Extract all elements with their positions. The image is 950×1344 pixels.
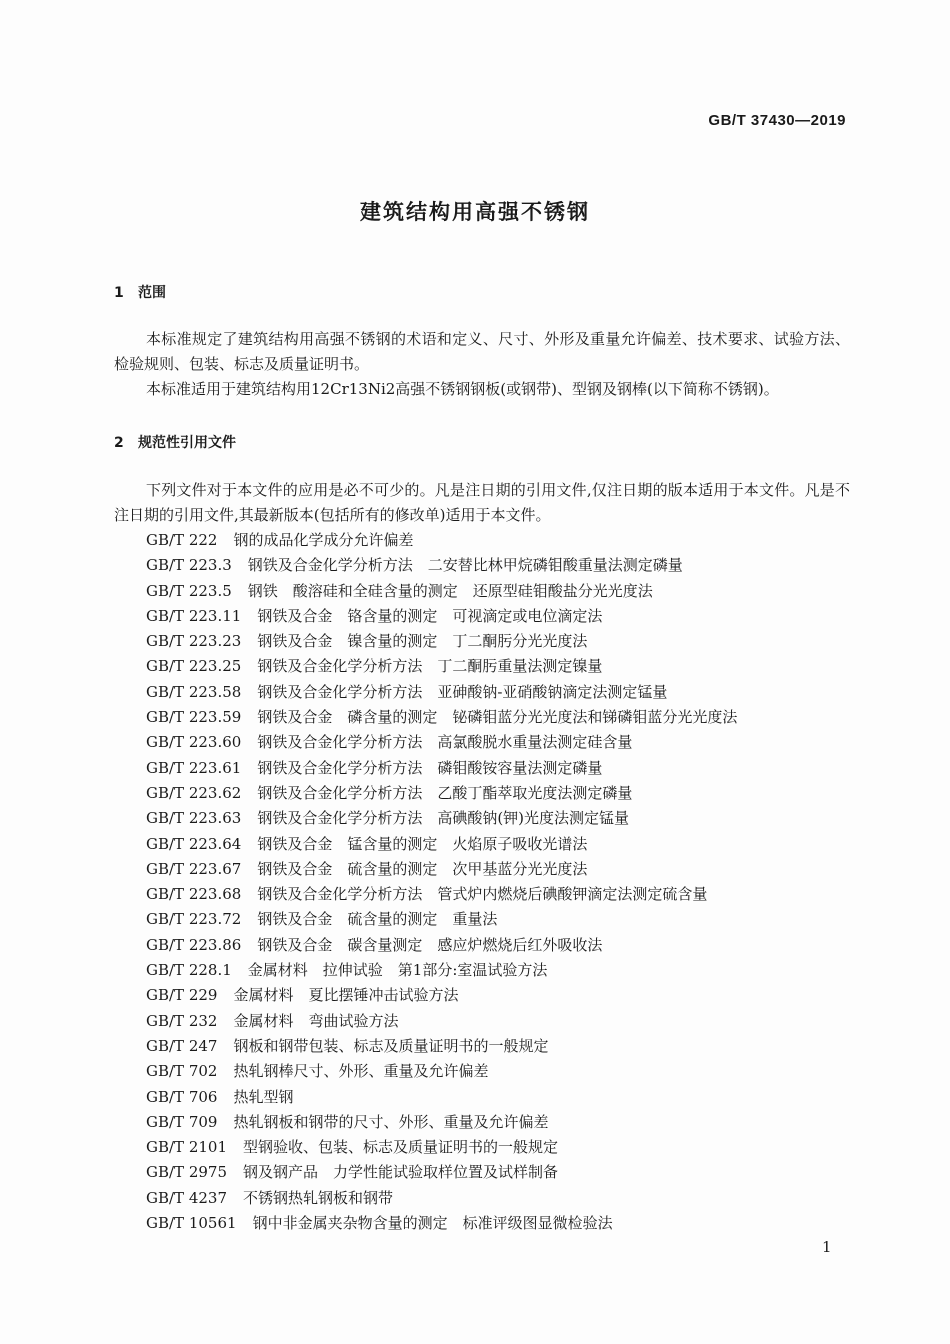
reference-item [146, 806, 866, 831]
reference-item [146, 983, 866, 1008]
reference-item [146, 832, 866, 857]
reference-item [146, 604, 866, 629]
reference-title: 钢铁及合金 锰含量的测定 火焰原子吸收光谱法 [257, 834, 588, 853]
reference-item [146, 958, 866, 983]
reference-code: GB/T 223.58 [146, 682, 242, 701]
reference-title: 钢铁及合金 镍含量的测定 丁二酮肟分光光度法 [257, 632, 588, 651]
reference-code: GB/T 223.60 [146, 733, 242, 752]
section-2-heading [114, 432, 236, 452]
reference-code: GB/T 223.11 [146, 606, 242, 625]
reference-code: GB/T 4237 [146, 1188, 228, 1207]
reference-title: 钢铁及合金化学分析方法 高氯酸脱水重量法测定硅含量 [257, 733, 633, 752]
reference-code: GB/T 2975 [146, 1163, 228, 1182]
reference-item [146, 654, 866, 679]
reference-item [146, 629, 866, 654]
reference-title: 钢铁及合金化学分析方法 管式炉内燃烧后碘酸钾滴定法测定硫含量 [257, 885, 708, 904]
reference-title: 钢中非金属夹杂物含量的测定 标准评级图显微检验法 [252, 1214, 613, 1233]
reference-item [146, 730, 866, 755]
reference-title: 钢铁及合金 硫含量的测定 重量法 [257, 910, 498, 929]
reference-code: GB/T 10561 [146, 1214, 237, 1233]
reference-item [146, 882, 866, 907]
reference-item [146, 1160, 866, 1185]
reference-title: 钢铁及合金化学分析方法 丁二酮肟重量法测定镍量 [257, 657, 603, 676]
reference-code: GB/T 223.62 [146, 783, 242, 802]
reference-item [146, 1110, 866, 1135]
reference-title: 金属材料 弯曲试验方法 [233, 1011, 399, 1030]
reference-item [146, 1186, 866, 1211]
reference-code: GB/T 223.72 [146, 910, 242, 929]
reference-code: GB/T 223.68 [146, 885, 242, 904]
page-number: 1 [822, 1238, 832, 1256]
reference-code: GB/T 247 [146, 1036, 218, 1055]
reference-item [146, 553, 866, 578]
reference-code: GB/T 223.5 [146, 581, 232, 600]
reference-title: 不锈钢热轧钢板和钢带 [243, 1188, 394, 1207]
reference-item [146, 1059, 866, 1084]
reference-title: 钢铁及合金化学分析方法 乙酸丁酯萃取光度法测定磷量 [257, 783, 633, 802]
reference-title: 钢铁及合金化学分析方法 磷钼酸铵容量法测定磷量 [257, 758, 603, 777]
section-2-number: 2 [114, 435, 124, 451]
reference-item [146, 1085, 866, 1110]
reference-code: GB/T 2101 [146, 1138, 228, 1157]
reference-item [146, 756, 866, 781]
section-1-heading [114, 282, 166, 302]
reference-code: GB/T 232 [146, 1011, 218, 1030]
section-1-title: 范围 [138, 285, 166, 301]
reference-item [146, 857, 866, 882]
reference-item [146, 1211, 866, 1236]
reference-title: 钢铁及合金 硫含量的测定 次甲基蓝分光光度法 [257, 859, 588, 878]
reference-title: 热轧钢棒尺寸、外形、重量及允许偏差 [233, 1062, 489, 1081]
reference-code: GB/T 223.25 [146, 657, 242, 676]
reference-title: 钢铁及合金 铬含量的测定 可视滴定或电位滴定法 [257, 606, 603, 625]
reference-code: GB/T 702 [146, 1062, 218, 1081]
reference-title: 钢铁及合金 磷含量的测定 铋磷钼蓝分光光度法和锑磷钼蓝分光光度法 [257, 708, 738, 727]
reference-title: 钢的成品化学成分允许偏差 [233, 531, 414, 549]
reference-item [146, 1009, 866, 1034]
reference-code: GB/T 229 [146, 986, 218, 1005]
reference-code: GB/T 709 [146, 1112, 218, 1131]
reference-code: GB/T 223.3 [146, 556, 232, 575]
reference-list [146, 528, 866, 1236]
reference-code: GB/T 223.23 [146, 632, 242, 651]
reference-code: GB/T 222 [146, 531, 218, 549]
reference-item [146, 579, 866, 604]
reference-title: 金属材料 拉伸试验 第1部分:室温试验方法 [247, 961, 548, 980]
reference-title: 钢板和钢带包装、标志及质量证明书的一般规定 [233, 1036, 549, 1055]
standard-code: GB/T 37430—2019 [708, 112, 846, 129]
reference-code: GB/T 223.67 [146, 859, 242, 878]
references-intro: 下列文件对于本文件的应用是必不可少的。凡是注日期的引用文件,仅注日期的版本适用于本文件。凡是不注日期的引用文件,其最新版本(包括所有的修改单)适用于本文件。 [114, 481, 850, 524]
reference-title: 钢铁及合金化学分析方法 亚砷酸钠-亚硝酸钠滴定法测定锰量 [257, 682, 668, 701]
reference-title: 钢铁及合金 碳含量测定 感应炉燃烧后红外吸收法 [257, 935, 603, 954]
reference-title: 钢铁及合金化学分析方法 二安替比林甲烷磷钼酸重量法测定磷量 [247, 556, 683, 575]
reference-title: 钢及钢产品 力学性能试验取样位置及试样制备 [243, 1163, 559, 1182]
reference-item [146, 528, 866, 553]
section-1-number: 1 [114, 285, 124, 301]
reference-item [146, 933, 866, 958]
reference-item [146, 1135, 866, 1160]
reference-item [146, 705, 866, 730]
reference-code: GB/T 223.63 [146, 809, 242, 828]
reference-code: GB/T 228.1 [146, 961, 232, 980]
reference-title: 钢铁 酸溶硅和全硅含量的测定 还原型硅钼酸盐分光光度法 [247, 581, 653, 600]
reference-item [146, 781, 866, 806]
reference-title: 金属材料 夏比摆锤冲击试验方法 [233, 986, 459, 1005]
scope-paragraph-2: 本标准适用于建筑结构用12Cr13Ni2高强不锈钢钢板(或钢带)、型钢及钢棒(以下简称不锈钢)。 [146, 380, 779, 398]
reference-title: 型钢验收、包装、标志及质量证明书的一般规定 [243, 1138, 559, 1157]
reference-title: 钢铁及合金化学分析方法 高碘酸钠(钾)光度法测定锰量 [257, 809, 630, 828]
reference-code: GB/T 223.64 [146, 834, 242, 853]
document-title: 建筑结构用高强不锈钢 [360, 200, 590, 224]
reference-code: GB/T 223.59 [146, 708, 242, 727]
reference-item [146, 907, 866, 932]
reference-title: 热轧钢板和钢带的尺寸、外形、重量及允许偏差 [233, 1112, 549, 1131]
reference-code: GB/T 223.86 [146, 935, 242, 954]
reference-code: GB/T 223.61 [146, 758, 242, 777]
section-2-title: 规范性引用文件 [138, 435, 236, 451]
reference-item [146, 1034, 866, 1059]
reference-title: 热轧型钢 [233, 1087, 294, 1106]
scope-paragraph-1: 本标准规定了建筑结构用高强不锈钢的术语和定义、尺寸、外形及重量允许偏差、技术要求、试验方法、检验规则、包装、标志及质量证明书。 [114, 330, 850, 373]
reference-code: GB/T 706 [146, 1087, 218, 1106]
reference-item [146, 680, 866, 705]
